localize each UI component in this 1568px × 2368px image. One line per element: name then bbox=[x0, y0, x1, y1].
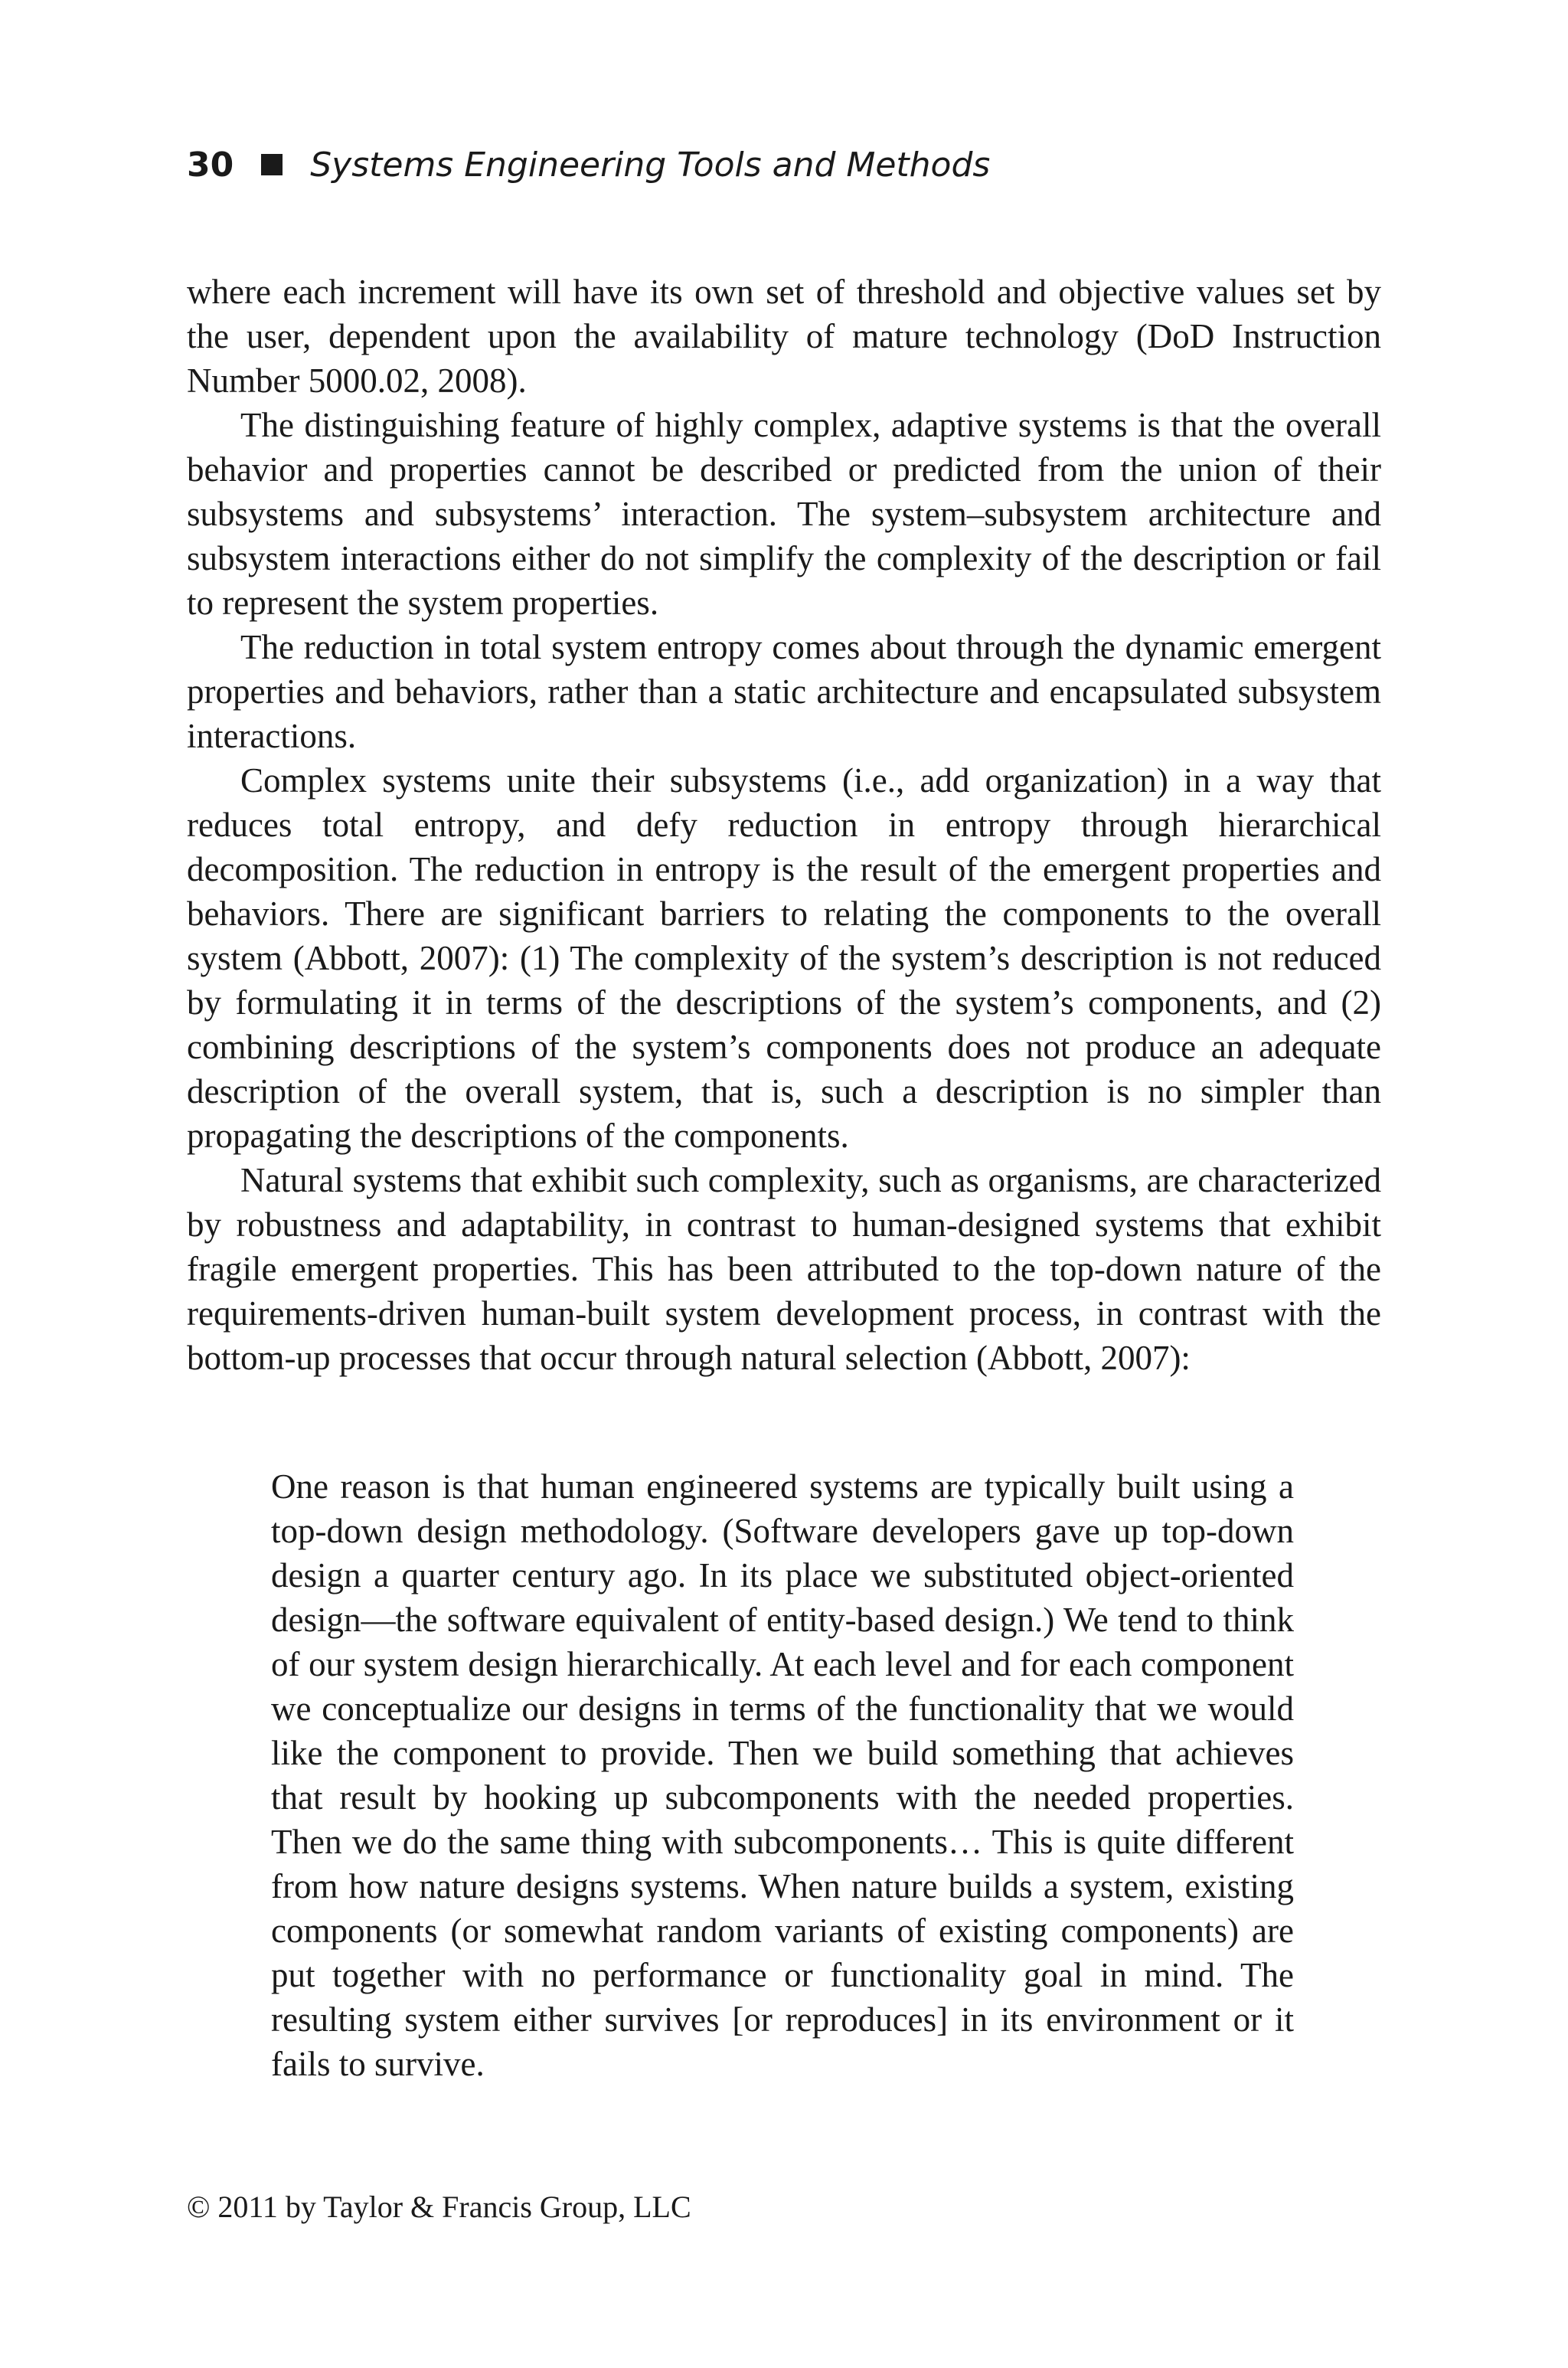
block-quote-text: One reason is that human engineered systems are typically built using a top-down design methodology. (Software developers gave up top-down design a quarter century ago. In its place we substituted object-oriented design—the software equivalent of entity-based design.) We tend to think of our system design hierarchically. At each level and for each component we conceptualize our designs in terms of the functionality that we would like the component to provide. Then we build something that achieves that result by hooking up subcomponents with the needed properties. Then we do the same thing with subcomponents… This is quite different from how nature designs systems. When nature builds a system, existing components (or somewhat random variants of existing components) are put together with no performance or functionality goal in mind. The resulting system either survives [or reproduces] in its environment or it fails to survive. bbox=[271, 1467, 1294, 2083]
body-text bbox=[187, 270, 1381, 1380]
book-title: Systems Engineering Tools and Methods bbox=[310, 145, 991, 185]
page-number: 30 bbox=[187, 145, 234, 185]
square-bullet-icon bbox=[261, 154, 283, 175]
paragraph: The reduction in total system entropy comes about through the dynamic emergent properties and behaviors, rather than a static architecture and encapsulated subsystem interactions. bbox=[187, 628, 1381, 755]
paragraph: Natural systems that exhibit such complexity, such as organisms, are characterized by robustness and adaptability, in contrast to human-designed systems that exhibit fragile emergent properties. This has been attributed to the top-down nature of the requirements-driven human-built system development process, in contrast with the bottom-up processes that occur through natural selection (Abbott, 2007): bbox=[187, 1161, 1381, 1377]
paragraph: The distinguishing feature of highly complex, adaptive systems is that the overall behavior and properties cannot be described or predicted from the union of their subsystems and subsystems’ interaction. The system–subsystem architecture and subsystem interactions either do not simplify the complexity of the description or fail to represent the system properties. bbox=[187, 406, 1381, 622]
running-head bbox=[187, 138, 1381, 191]
paragraph: Complex systems unite their subsystems (i.e., add organization) in a way that reduces total entropy, and defy reduction in entropy through hierarchical decomposition. The reduction in entropy is the result of the emergent properties and behaviors. There are significant barriers to relating the components to the overall system (Abbott, 2007): (1) The complexity of the system’s description is not reduced by formulating it in terms of the descriptions of the system’s components, and (2) combining descriptions of the system’s components does not produce an adequate description of the overall system, that is, such a description is no simpler than propagating the descriptions of the components. bbox=[187, 761, 1381, 1155]
block-quote bbox=[271, 1464, 1294, 2086]
copyright-notice: © 2011 by Taylor & Francis Group, LLC bbox=[187, 2190, 691, 2224]
paragraph-continuation: where each increment will have its own set of threshold and objective values set by the user, dependent upon the availability of mature technology (DoD Instruction Number 5000.02, 2008). bbox=[187, 273, 1381, 400]
